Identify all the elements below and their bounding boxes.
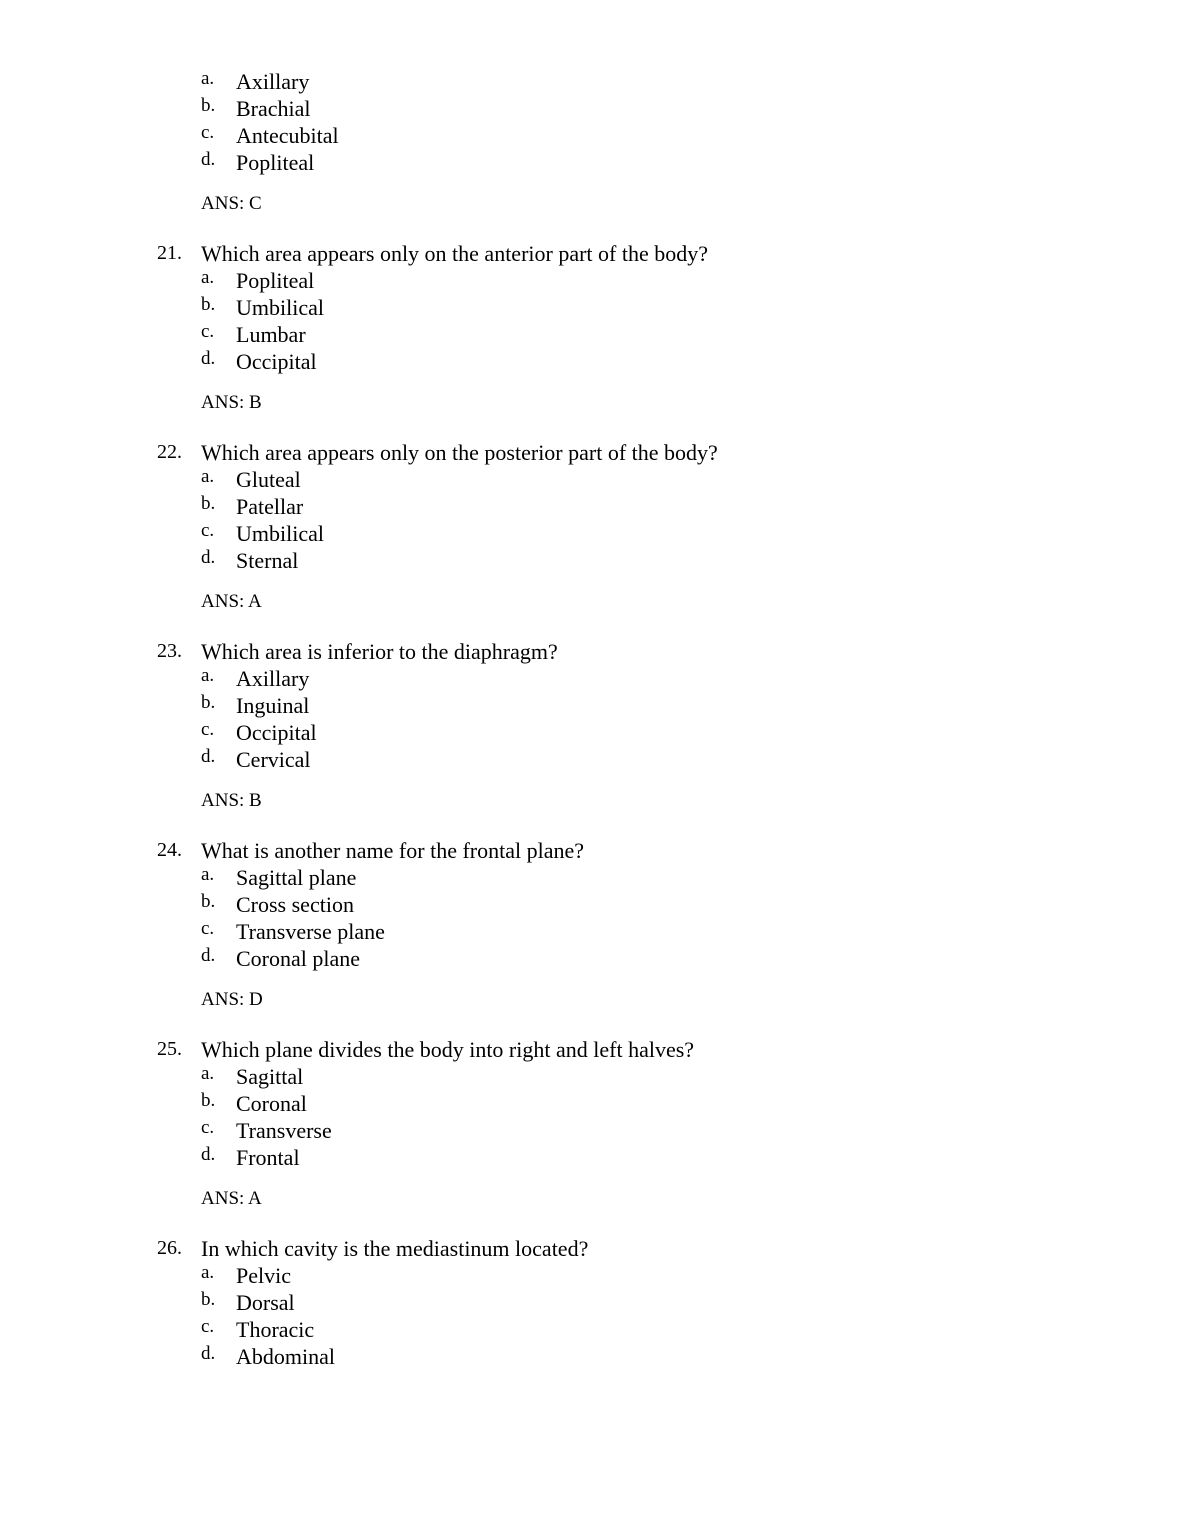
answer-key-line bbox=[0, 389, 1190, 416]
answer-option bbox=[0, 1262, 1190, 1289]
option-letter: c. bbox=[201, 321, 215, 342]
option-letter: b. bbox=[201, 294, 216, 315]
option-text: Popliteal bbox=[236, 150, 315, 175]
option-text: Thoracic bbox=[236, 1317, 315, 1342]
answer-option bbox=[0, 918, 1190, 945]
answer-option bbox=[0, 68, 1190, 95]
answer-option bbox=[0, 1343, 1190, 1370]
question-document bbox=[0, 68, 1190, 1370]
option-text: Sagittal plane bbox=[236, 865, 357, 890]
option-text: Coronal plane bbox=[236, 946, 361, 971]
answer-option bbox=[0, 149, 1190, 176]
question-line bbox=[0, 439, 1190, 466]
option-text: Sagittal bbox=[236, 1064, 304, 1089]
option-text: Frontal bbox=[236, 1145, 300, 1170]
answer-key: ANS: B bbox=[201, 790, 262, 811]
answer-option bbox=[0, 294, 1190, 321]
option-letter: d. bbox=[201, 547, 216, 568]
question-text: Which area appears only on the posterior part of the body? bbox=[201, 440, 718, 465]
question-number: 25. bbox=[157, 1038, 182, 1060]
option-letter: a. bbox=[201, 466, 215, 487]
answer-option bbox=[0, 864, 1190, 891]
option-letter: c. bbox=[201, 918, 215, 939]
option-text: Sternal bbox=[236, 548, 299, 573]
answer-key: ANS: A bbox=[201, 591, 262, 612]
answer-option bbox=[0, 267, 1190, 294]
answer-option bbox=[0, 493, 1190, 520]
option-text: Popliteal bbox=[236, 268, 315, 293]
option-letter: a. bbox=[201, 1063, 215, 1084]
option-text: Pelvic bbox=[236, 1263, 291, 1288]
option-letter: b. bbox=[201, 95, 216, 116]
option-text: Occipital bbox=[236, 720, 317, 745]
option-text: Inguinal bbox=[236, 693, 310, 718]
question-text: In which cavity is the mediastinum located? bbox=[201, 1236, 589, 1261]
option-text: Transverse plane bbox=[236, 919, 385, 944]
answer-key-line bbox=[0, 986, 1190, 1013]
question-block bbox=[0, 1235, 1190, 1370]
answer-option bbox=[0, 1316, 1190, 1343]
answer-option bbox=[0, 692, 1190, 719]
question-number: 21. bbox=[157, 242, 182, 264]
option-letter: b. bbox=[201, 891, 216, 912]
question-number: 22. bbox=[157, 441, 182, 463]
question-number: 24. bbox=[157, 839, 182, 861]
option-text: Umbilical bbox=[236, 521, 324, 546]
question-block bbox=[0, 1036, 1190, 1212]
option-letter: b. bbox=[201, 493, 216, 514]
option-text: Antecubital bbox=[236, 123, 339, 148]
answer-key: ANS: B bbox=[201, 392, 262, 413]
question-text: What is another name for the frontal plane? bbox=[201, 838, 585, 863]
option-text: Gluteal bbox=[236, 467, 301, 492]
option-text: Occipital bbox=[236, 349, 317, 374]
option-text: Abdominal bbox=[236, 1344, 335, 1369]
option-letter: c. bbox=[201, 719, 215, 740]
answer-key: ANS: C bbox=[201, 193, 262, 214]
option-letter: d. bbox=[201, 746, 216, 767]
question-line bbox=[0, 837, 1190, 864]
question-number: 23. bbox=[157, 640, 182, 662]
option-text: Umbilical bbox=[236, 295, 324, 320]
question-block bbox=[0, 439, 1190, 615]
option-letter: d. bbox=[201, 149, 216, 170]
option-letter: a. bbox=[201, 1262, 215, 1283]
option-text: Dorsal bbox=[236, 1290, 295, 1315]
option-text: Patellar bbox=[236, 494, 304, 519]
option-letter: b. bbox=[201, 1289, 216, 1310]
answer-option bbox=[0, 1289, 1190, 1316]
answer-option bbox=[0, 466, 1190, 493]
answer-option bbox=[0, 891, 1190, 918]
answer-option bbox=[0, 122, 1190, 149]
option-text: Coronal bbox=[236, 1091, 307, 1116]
question-text: Which plane divides the body into right and left halves? bbox=[201, 1037, 695, 1062]
option-letter: d. bbox=[201, 1343, 216, 1364]
option-text: Axillary bbox=[236, 69, 310, 94]
answer-key-line bbox=[0, 1185, 1190, 1212]
answer-option bbox=[0, 746, 1190, 773]
option-letter: d. bbox=[201, 945, 216, 966]
question-text: Which area appears only on the anterior part of the body? bbox=[201, 241, 709, 266]
question-text: Which area is inferior to the diaphragm? bbox=[201, 639, 558, 664]
option-letter: a. bbox=[201, 267, 215, 288]
answer-key-line bbox=[0, 190, 1190, 217]
answer-option bbox=[0, 665, 1190, 692]
question-line bbox=[0, 240, 1190, 267]
answer-option bbox=[0, 1090, 1190, 1117]
option-text: Axillary bbox=[236, 666, 310, 691]
option-letter: b. bbox=[201, 692, 216, 713]
answer-option bbox=[0, 95, 1190, 122]
option-text: Lumbar bbox=[236, 322, 306, 347]
answer-option bbox=[0, 719, 1190, 746]
option-letter: c. bbox=[201, 122, 215, 143]
answer-option bbox=[0, 1117, 1190, 1144]
answer-option bbox=[0, 520, 1190, 547]
option-letter: c. bbox=[201, 520, 215, 541]
answer-key: ANS: D bbox=[201, 989, 263, 1010]
question-line bbox=[0, 1235, 1190, 1262]
option-text: Cross section bbox=[236, 892, 354, 917]
answer-option bbox=[0, 945, 1190, 972]
question-block bbox=[0, 638, 1190, 814]
option-text: Cervical bbox=[236, 747, 311, 772]
option-text: Transverse bbox=[236, 1118, 332, 1143]
question-block bbox=[0, 837, 1190, 1013]
question-block bbox=[0, 240, 1190, 416]
question-block bbox=[0, 68, 1190, 217]
question-line bbox=[0, 1036, 1190, 1063]
option-letter: a. bbox=[201, 68, 215, 89]
question-line bbox=[0, 638, 1190, 665]
answer-key-line bbox=[0, 588, 1190, 615]
option-letter: d. bbox=[201, 348, 216, 369]
answer-option bbox=[0, 1144, 1190, 1171]
answer-key-line bbox=[0, 787, 1190, 814]
option-letter: b. bbox=[201, 1090, 216, 1111]
answer-key: ANS: A bbox=[201, 1188, 262, 1209]
answer-option bbox=[0, 547, 1190, 574]
option-letter: a. bbox=[201, 665, 215, 686]
option-letter: a. bbox=[201, 864, 215, 885]
option-letter: c. bbox=[201, 1316, 215, 1337]
answer-option bbox=[0, 1063, 1190, 1090]
option-letter: d. bbox=[201, 1144, 216, 1165]
answer-option bbox=[0, 348, 1190, 375]
answer-option bbox=[0, 321, 1190, 348]
option-letter: c. bbox=[201, 1117, 215, 1138]
option-text: Brachial bbox=[236, 96, 311, 121]
question-number: 26. bbox=[157, 1237, 182, 1259]
